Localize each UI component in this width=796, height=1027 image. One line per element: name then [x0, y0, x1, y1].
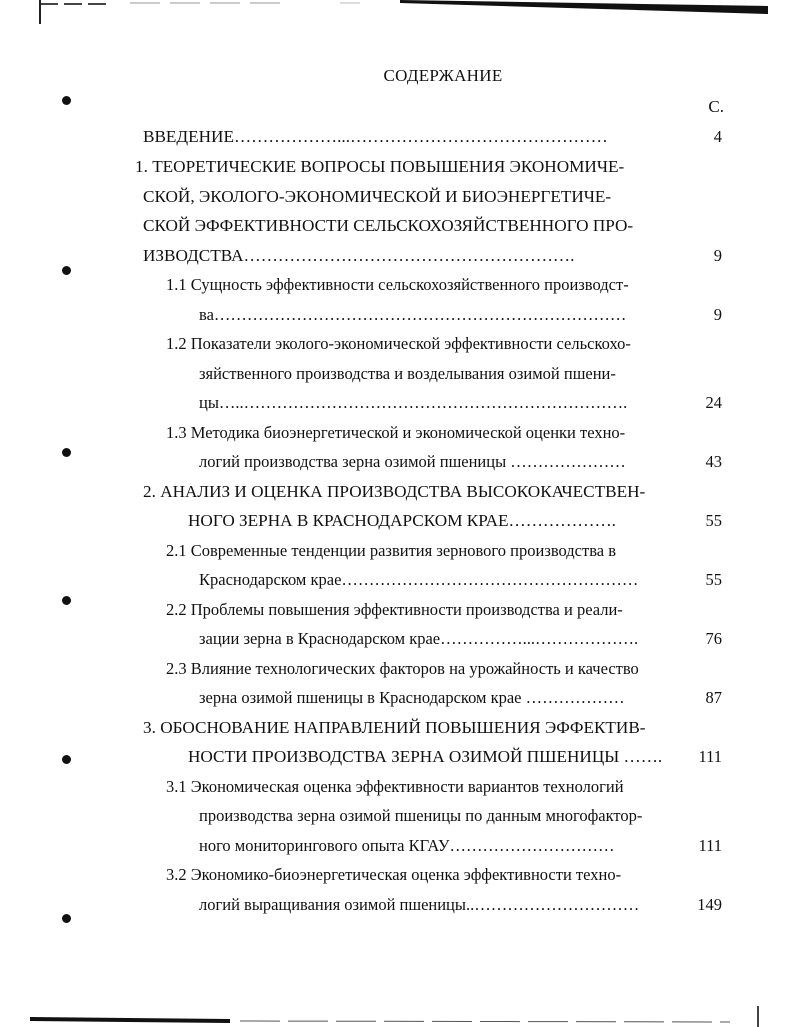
- toc-page-number: 4: [713, 127, 722, 146]
- page-column-header: С.: [708, 97, 724, 116]
- toc-page-number: 87: [705, 688, 722, 707]
- scan-edge-bottom: [30, 1015, 768, 1025]
- toc-entry-intro: ВВЕДЕНИЕ………………...………………………………………: [143, 127, 608, 146]
- toc-section-3-2: 3.2 Экономико-биоэнергетическая оценка эффективности техно-: [166, 865, 622, 884]
- toc-page-number: 149: [697, 895, 722, 914]
- toc-chapter-1-line: СКОЙ ЭФФЕКТИВНОСТИ СЕЛЬСКОХОЗЯЙСТВЕННОГО ПРО-: [143, 216, 634, 235]
- punch-hole: [62, 755, 71, 764]
- toc-section-3-1-cont: производства зерна озимой пшеницы по данным многофактор-: [199, 806, 643, 825]
- toc-chapter-1-line: СКОЙ, ЭКОЛОГО-ЭКОНОМИЧЕСКОЙ И БИОЭНЕРГЕТИЧЕ-: [143, 187, 612, 206]
- toc-section-2-1: 2.1 Современные тенденции развития зернового производства в: [166, 541, 617, 560]
- toc-page-number: 43: [705, 452, 722, 471]
- toc-section-1-2-cont: цы…..…………………………………………………………….: [199, 393, 628, 412]
- toc-section-1-1-cont: ва…………………………………………………………………: [199, 305, 627, 324]
- toc-section-3-1-cont: ного мониторингового опыта КГАУ…………………………: [199, 836, 615, 855]
- toc-page-number: 111: [698, 836, 722, 855]
- toc-chapter-1-line: 1. ТЕОРЕТИЧЕСКИЕ ВОПРОСЫ ПОВЫШЕНИЯ ЭКОНОМИЧЕ-: [135, 157, 625, 176]
- punch-hole: [62, 914, 71, 923]
- toc-page-number: 55: [705, 511, 722, 530]
- toc-section-1-3-cont: логий производства зерна озимой пшеницы …………………: [199, 452, 626, 471]
- page-title: СОДЕРЖАНИЕ: [383, 66, 503, 85]
- scan-edge-right-mark: [757, 1006, 759, 1027]
- toc-page-number: 24: [705, 393, 722, 412]
- punch-hole: [62, 266, 71, 275]
- toc-chapter-1-line: ИЗВОДСТВА………………………………………………….: [143, 246, 575, 265]
- toc-chapter-2-line: 2. АНАЛИЗ И ОЦЕНКА ПРОИЗВОДСТВА ВЫСОКОКАЧЕСТВЕН-: [143, 482, 646, 501]
- toc-section-2-1-cont: Краснодарском крае………………………………………………: [199, 570, 639, 589]
- toc-section-2-3-cont: зерна озимой пшеницы в Краснодарском крае ………………: [199, 688, 625, 707]
- toc-chapter-3-line: 3. ОБОСНОВАНИЕ НАПРАВЛЕНИЙ ПОВЫШЕНИЯ ЭФФЕКТИВ-: [143, 718, 646, 737]
- scan-edge-top: [40, 0, 768, 14]
- toc-page-number: 9: [713, 246, 722, 265]
- toc-section-3-2-cont: логий выращивания озимой пшеницы..…………………………: [199, 895, 640, 914]
- toc-section-2-2: 2.2 Проблемы повышения эффективности производства и реали-: [166, 600, 623, 619]
- toc-page-number: 9: [713, 305, 722, 324]
- scan-edge-left-mark: [39, 0, 41, 24]
- toc-chapter-3-line: НОСТИ ПРОИЗВОДСТВА ЗЕРНА ОЗИМОЙ ПШЕНИЦЫ …….: [188, 747, 663, 766]
- toc-chapter-2-line: НОГО ЗЕРНА В КРАСНОДАРСКОМ КРАЕ……………….: [188, 511, 616, 530]
- punch-hole: [62, 448, 71, 457]
- toc-section-2-3: 2.3 Влияние технологических факторов на урожайность и качество: [166, 659, 639, 678]
- punch-hole: [62, 96, 71, 105]
- toc-section-2-2-cont: зации зерна в Краснодарском крае……………...……………….: [199, 629, 639, 648]
- toc-section-1-1: 1.1 Сущность эффективности сельскохозяйственного производст-: [166, 275, 629, 294]
- toc-section-1-2: 1.2 Показатели эколого-экономической эффективности сельскохо-: [166, 334, 631, 353]
- punch-hole: [62, 596, 71, 605]
- toc-page-number: 76: [705, 629, 722, 648]
- toc-section-3-1: 3.1 Экономическая оценка эффективности вариантов технологий: [166, 777, 624, 796]
- toc-page-number: 111: [698, 747, 722, 766]
- toc-page-number: 55: [705, 570, 722, 589]
- toc-section-1-2-cont: зяйственного производства и возделывания озимой пшени-: [199, 364, 616, 383]
- toc-section-1-3: 1.3 Методика биоэнергетической и экономической оценки техно-: [166, 423, 626, 442]
